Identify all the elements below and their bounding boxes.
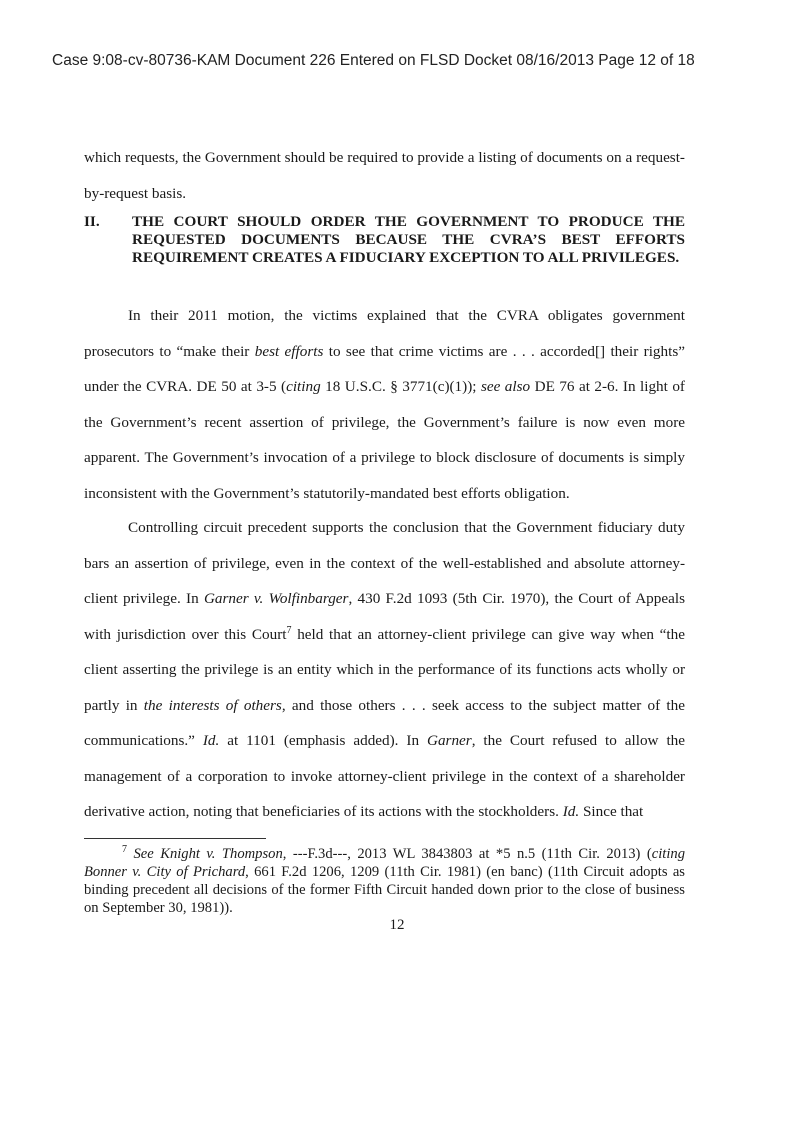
italic-run: citing Bonner v. City of Prichard	[84, 846, 685, 880]
text-run: to see that crime victims are . . . accorded[] their rights” under the CVRA. DE 50 at 3-5 (	[84, 342, 685, 395]
paragraph-circuit-precedent	[84, 510, 685, 830]
italic-run: Garner	[426, 732, 472, 749]
italic-run: Id.	[202, 732, 220, 749]
footnote-number: 7	[122, 844, 127, 855]
italic-run: Id.	[562, 803, 580, 820]
page-number: 12	[389, 917, 405, 933]
text-run: , 430 F.2d 1093 (5th Cir. 1970), the Court of Appeals with jurisdiction over this Court	[84, 590, 685, 643]
text-run: , ---F.3d---, 2013 WL 3843803 at *5 n.5 (11th Cir. 2013) (	[282, 846, 652, 862]
text-run: , 661 F.2d 1206, 1209 (11th Cir. 1981) (en banc) (11th Circuit adopts as binding precedent all decisions of the former Fifth Circuit handed down prior to the close of business on September 30, 1981)).	[84, 864, 685, 916]
text-run: , the Court refused to allow the management of a corporation to invoke attorney-client privilege in the context of a shareholder derivative action, noting that beneficiaries of its actions with the stockholders.	[84, 732, 685, 820]
case-citation: Garner v. Wolfinbarger	[203, 590, 349, 607]
footnote	[84, 845, 685, 917]
text-run: DE 76 at 2-6. In light of the Government’s recent assertion of privilege, the Government’s failure is now even more apparent. The Government’s invocation of a privilege to block disclosure of documents is simply inconsistent with the Government’s statutorily-mandated best efforts obligation.	[84, 378, 685, 502]
italic-run: the interests of others	[143, 696, 282, 714]
paragraph-cvra-obligation	[84, 298, 685, 511]
italic-run: best efforts	[254, 342, 324, 360]
docket-header: Case 9:08-cv-80736-KAM Document 226 Entered on FLSD Docket 08/16/2013 Page 12 of 18	[52, 52, 695, 69]
text-run: Since that	[579, 803, 644, 820]
text-run: held that an attorney-client privilege can give way when “the client asserting the privilege is an entity which in the performance of its functions acts wholly or partly in	[84, 625, 685, 714]
text-run: Controlling circuit precedent supports the conclusion that the Government fiduciary duty bars an assertion of privilege, even in the context of the well-established and absolute attorney-client privilege. In	[84, 519, 685, 607]
italic-run: citing	[286, 378, 321, 395]
continuation-paragraph: which requests, the Government should be required to provide a listing of documents on a request-by-request basis.	[84, 149, 685, 202]
section-number: II.	[84, 213, 100, 230]
text-run: 18 U.S.C. § 3771(c)(1));	[320, 378, 481, 395]
footnote-divider	[84, 838, 266, 839]
section-heading-text: THE COURT SHOULD ORDER THE GOVERNMENT TO PRODUCE THE REQUESTED DOCUMENTS BECAUSE THE CVRA’S BEST EFFORTS REQUIREMENT CREATES A FIDUCIARY EXCEPTION TO ALL PRIVILEGES.	[132, 213, 685, 266]
text-run: at 1101 (emphasis added). In	[219, 732, 427, 749]
italic-run: see also	[480, 378, 531, 395]
footnote-reference: 7	[286, 624, 292, 636]
text-run: In their 2011 motion, the victims explained that the CVRA obligates government prosecutors to “make their	[84, 307, 685, 360]
text-run: , and those others . . . seek access to the subject matter of the communications.”	[84, 696, 685, 749]
italic-run: See Knight v. Thompson	[133, 846, 283, 862]
